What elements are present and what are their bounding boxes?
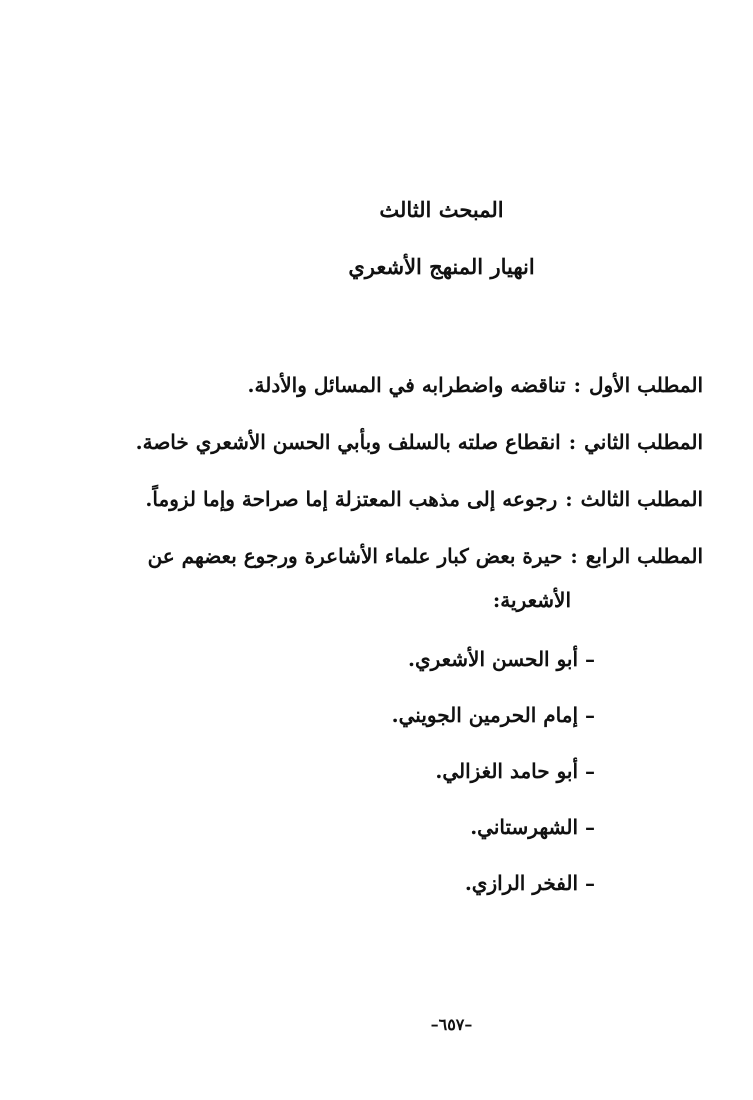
list-item: – أبو الحسن الأشعري.	[408, 647, 595, 671]
section-separator: :	[573, 373, 581, 397]
section-label: المطلب الرابع	[585, 544, 703, 568]
section-text: تناقضه واضطرابه في المسائل والأدلة.	[247, 373, 566, 397]
section-separator: :	[565, 487, 573, 511]
section-label: المطلب الأول	[589, 373, 703, 397]
section-4-continuation: الأشعرية:	[492, 588, 571, 612]
section-separator: :	[568, 430, 577, 454]
section-1	[93, 368, 703, 402]
section-2	[93, 425, 703, 459]
page-number: –٦٥٧–	[430, 1015, 473, 1034]
section-4	[93, 539, 703, 573]
section-text: انقطاع صلته بالسلف وبأبي الحسن الأشعري خاصة.	[135, 430, 561, 454]
section-text: رجوعه إلى مذهب المعتزلة إما صراحة وإما لزوماً.	[145, 487, 558, 511]
chapter-heading: المبحث الثالث	[379, 197, 504, 222]
section-label: المطلب الثالث	[580, 487, 703, 511]
list-item: – إمام الحرمين الجويني.	[391, 703, 595, 727]
list-item: – الفخر الرازي.	[464, 871, 595, 895]
section-separator: :	[570, 544, 578, 568]
list-item: – أبو حامد الغزالي.	[435, 759, 595, 783]
section-3	[93, 482, 703, 516]
list-item: – الشهرستاني.	[470, 815, 595, 839]
chapter-title: انهيار المنهج الأشعري	[348, 254, 535, 279]
section-label: المطلب الثاني	[584, 430, 703, 454]
section-text: حيرة بعض كبار علماء الأشاعرة ورجوع بعضهم عن	[147, 544, 563, 568]
